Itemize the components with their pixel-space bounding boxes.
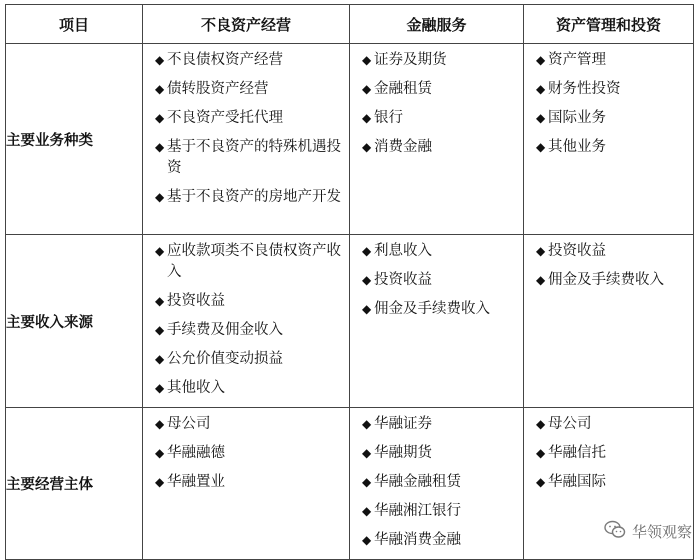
table-row-revenue-sources	[6, 235, 694, 408]
list-item-text: 华融湘江银行	[374, 503, 461, 519]
bullet-diamond-icon: ◆	[362, 53, 372, 67]
list-item	[536, 414, 687, 435]
list-item	[155, 320, 343, 341]
list	[350, 44, 523, 158]
list-item	[362, 530, 517, 551]
bullet-diamond-icon: ◆	[362, 82, 372, 96]
bullet-diamond-icon: ◆	[362, 533, 372, 547]
list-item-text: 其他收入	[167, 380, 225, 396]
list-item	[155, 291, 343, 312]
list-item	[362, 414, 517, 435]
bullet-diamond-icon: ◆	[362, 504, 372, 518]
list-item-text: 财务性投资	[548, 81, 621, 97]
list-item	[155, 472, 343, 493]
list-item-text: 其他业务	[548, 139, 606, 155]
list-item-text: 手续费及佣金收入	[167, 322, 283, 338]
list-item-text: 母公司	[548, 416, 592, 432]
list-item	[536, 137, 687, 158]
bullet-diamond-icon: ◆	[155, 323, 165, 337]
list-item-text: 国际业务	[548, 110, 606, 126]
list-item	[362, 241, 517, 262]
list-item-text: 不良债权资产经营	[167, 52, 283, 68]
list-item-text: 金融租赁	[374, 81, 432, 97]
bullet-diamond-icon: ◆	[362, 111, 372, 125]
list	[350, 408, 523, 551]
bullet-diamond-icon: ◆	[155, 53, 165, 67]
bullet-diamond-icon: ◆	[362, 273, 372, 287]
list-item-text: 不良资产受托代理	[167, 110, 283, 126]
list-item-text: 投资收益	[374, 272, 432, 288]
list-item	[155, 50, 343, 71]
list-item	[536, 79, 687, 100]
list-item-text: 利息收入	[374, 243, 432, 259]
list-item	[362, 50, 517, 71]
list-item	[362, 501, 517, 522]
table-header-row	[6, 5, 694, 44]
list-item-text: 华融消费金融	[374, 532, 461, 548]
list-item	[536, 241, 687, 262]
list-item	[362, 472, 517, 493]
table-row-operating-entities	[6, 408, 694, 560]
list-item-text: 基于不良资产的特殊机遇投资	[167, 139, 341, 176]
bullet-diamond-icon: ◆	[536, 82, 546, 96]
bullet-diamond-icon: ◆	[536, 446, 546, 460]
list-item	[536, 472, 687, 493]
list-item-text: 佣金及手续费收入	[548, 272, 664, 288]
list-item-text: 华融期货	[374, 445, 432, 461]
header-asset-management: 资产管理和投资	[524, 5, 694, 44]
bullet-diamond-icon: ◆	[536, 273, 546, 287]
list-item	[155, 349, 343, 370]
bullet-diamond-icon: ◆	[155, 446, 165, 460]
header-npa-operation: 不良资产经营	[143, 5, 350, 44]
list-item-text: 债转股资产经营	[167, 81, 269, 97]
bullet-diamond-icon: ◆	[362, 244, 372, 258]
bullet-diamond-icon: ◆	[536, 111, 546, 125]
list-item-text: 佣金及手续费收入	[374, 301, 490, 317]
watermark-text: 华领观察	[631, 523, 692, 541]
list-item-text: 应收款项类不良债权资产收入	[167, 243, 341, 280]
list-item	[536, 108, 687, 129]
list-item-text: 华融国际	[548, 474, 606, 490]
list-item-text: 投资收益	[167, 293, 225, 309]
list-item	[362, 137, 517, 158]
list-item	[362, 443, 517, 464]
bullet-diamond-icon: ◆	[155, 111, 165, 125]
bullet-diamond-icon: ◆	[155, 417, 165, 431]
row-label: 主要收入来源	[6, 235, 143, 408]
list-item	[155, 378, 343, 399]
list	[524, 235, 693, 291]
bullet-diamond-icon: ◆	[362, 140, 372, 154]
list-item	[536, 270, 687, 291]
list-item	[536, 50, 687, 71]
list-item-text: 华融证券	[374, 416, 432, 432]
bullet-diamond-icon: ◆	[155, 381, 165, 395]
list-item-text: 证券及期货	[374, 52, 447, 68]
wechat-icon	[604, 520, 626, 543]
bullet-diamond-icon: ◆	[155, 475, 165, 489]
list-item	[362, 299, 517, 320]
business-table	[5, 4, 694, 560]
bullet-diamond-icon: ◆	[155, 140, 165, 154]
list-item	[536, 443, 687, 464]
list-item	[155, 443, 343, 464]
list-item-text: 华融融德	[167, 445, 225, 461]
list-item-text: 资产管理	[548, 52, 606, 68]
list-item	[155, 79, 343, 100]
bullet-diamond-icon: ◆	[536, 53, 546, 67]
bullet-diamond-icon: ◆	[362, 302, 372, 316]
list-item-text: 母公司	[167, 416, 211, 432]
list	[350, 235, 523, 320]
list	[524, 408, 693, 493]
list-item	[155, 414, 343, 435]
list	[143, 44, 349, 208]
list-item-text: 公允价值变动损益	[167, 351, 283, 367]
list-item	[155, 187, 343, 208]
row-label: 主要经营主体	[6, 408, 143, 560]
list-item	[362, 270, 517, 291]
list	[143, 235, 349, 399]
header-financial-services: 金融服务	[350, 5, 524, 44]
bullet-diamond-icon: ◆	[536, 417, 546, 431]
list-item-text: 投资收益	[548, 243, 606, 259]
list	[524, 44, 693, 158]
list-item	[155, 241, 343, 283]
list-item	[155, 108, 343, 129]
bullet-diamond-icon: ◆	[155, 294, 165, 308]
list-item-text: 华融金融租赁	[374, 474, 461, 490]
list-item-text: 银行	[374, 110, 403, 126]
bullet-diamond-icon: ◆	[362, 475, 372, 489]
list-item	[362, 108, 517, 129]
bullet-diamond-icon: ◆	[536, 475, 546, 489]
list-item	[155, 137, 343, 179]
bullet-diamond-icon: ◆	[362, 417, 372, 431]
list-item-text: 华融信托	[548, 445, 606, 461]
list-item-text: 基于不良资产的房地产开发	[167, 189, 341, 205]
watermark	[604, 520, 692, 543]
bullet-diamond-icon: ◆	[362, 446, 372, 460]
bullet-diamond-icon: ◆	[536, 140, 546, 154]
table-row-business-types	[6, 44, 694, 235]
header-item: 项目	[6, 5, 143, 44]
bullet-diamond-icon: ◆	[155, 352, 165, 366]
bullet-diamond-icon: ◆	[536, 244, 546, 258]
list-item	[362, 79, 517, 100]
row-label: 主要业务种类	[6, 44, 143, 235]
list-item-text: 华融置业	[167, 474, 225, 490]
bullet-diamond-icon: ◆	[155, 244, 165, 258]
list-item-text: 消费金融	[374, 139, 432, 155]
bullet-diamond-icon: ◆	[155, 82, 165, 96]
list	[143, 408, 349, 493]
bullet-diamond-icon: ◆	[155, 190, 165, 204]
